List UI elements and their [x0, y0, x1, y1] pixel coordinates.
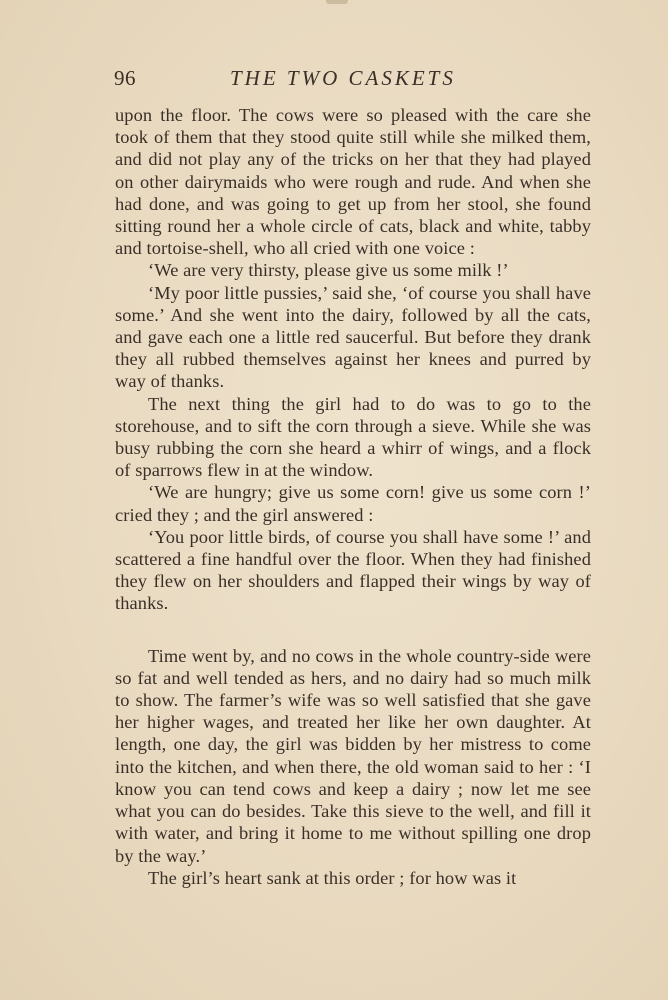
paragraph: ‘We are hungry; give us some corn! give us some corn !’ cried they ; and the girl answered : [115, 482, 591, 525]
page-number: 96 [114, 66, 136, 90]
paragraph: The girl’s heart sank at this order ; for how was it [148, 867, 517, 888]
running-head: THE TWO CASKETS [230, 66, 456, 90]
page-header [114, 66, 590, 96]
paragraph: upon the floor. The cows were so pleased with the care she took of them that they stood quite still while she milked them, and did not play any of the tricks on her that they had played on other dairymaids who were rough and rude. And when she had done, and was going to get up from her stool, she found sitting round her a whole circle of cats, black and white, tabby and tortoise-shell, who all cried with one voice : [115, 105, 591, 259]
paragraph: ‘My poor little pussies,’ said she, ‘of course you shall have some.’ And she went into the dairy, followed by all the cats, and gave each one a little red saucerful. But before they drank they all rubbed themselves against her knees and purred by way of thanks. [115, 282, 591, 392]
paragraph: ‘We are very thirsty, please give us some milk !’ [148, 260, 509, 281]
paragraph: ‘You poor little birds, of course you shall have some !’ and scattered a fine handful over the floor. When they had finished they flew on her shoulders and flapped their wings by way of thanks. [115, 526, 591, 614]
paragraph: Time went by, and no cows in the whole country-side were so fat and well tended as hers, and no dairy had so much milk to show. The farmer’s wife was so well satisfied that she gave her higher wages, and treated her like her own daughter. At length, one day, the girl was bidden by her mistress to come into the kitchen, and when there, the old woman said to her : ‘I know you can tend cows and keep a dairy ; now let me see what you can do besides. Take this sieve to the well, and fill it with water, and bring it home to me without spilling one drop by the way.’ [115, 645, 591, 866]
page-edge-mark [326, 0, 348, 4]
paragraph: The next thing the girl had to do was to go to the storehouse, and to sift the corn through a sieve. While she was busy rubbing the corn she heard a whirr of wings, and a flock of sparrows flew in at the window. [115, 393, 591, 481]
body-text [115, 104, 591, 889]
section-break [115, 615, 591, 645]
